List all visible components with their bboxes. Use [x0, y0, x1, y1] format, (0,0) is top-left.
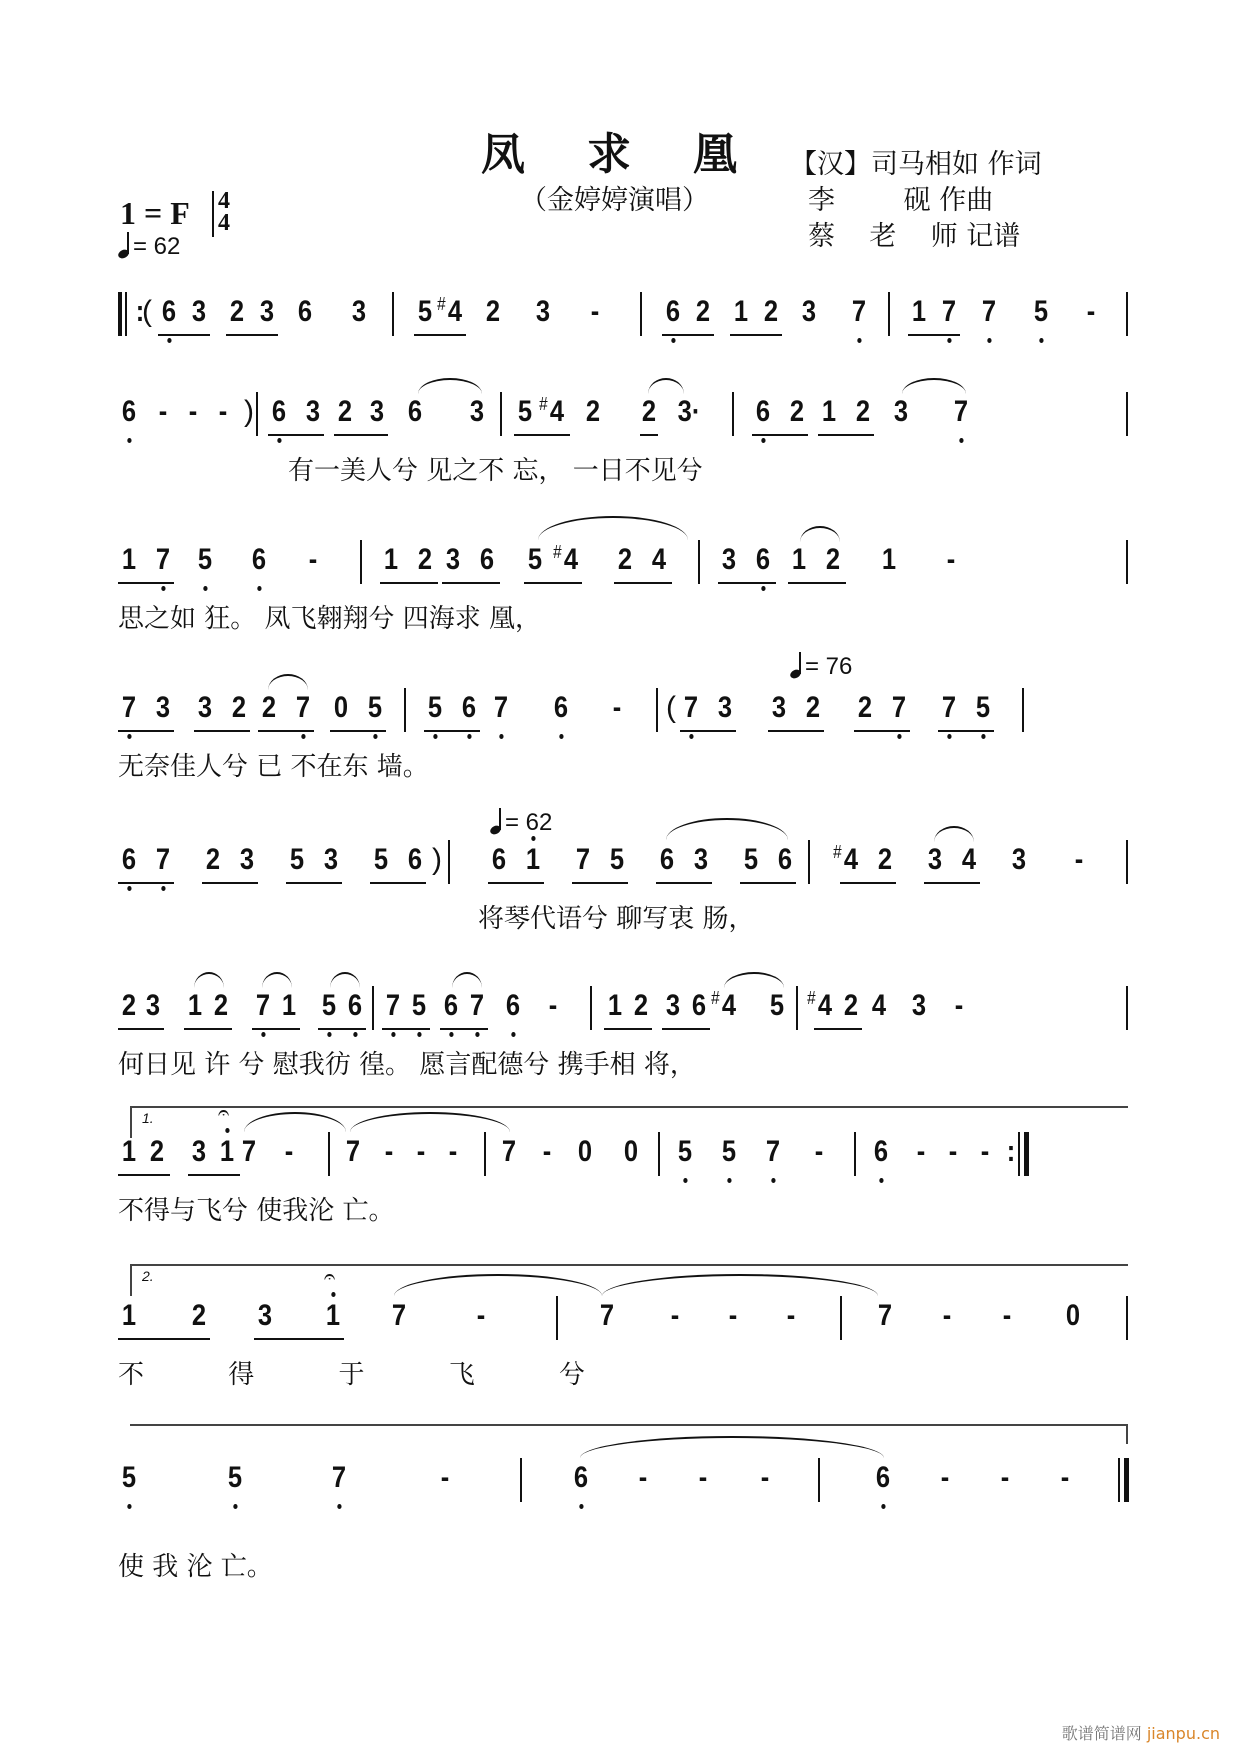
song-title: 凤求凰: [481, 129, 799, 180]
key-signature: 1 = F: [120, 195, 190, 231]
composer-credit: 李 砚 作曲: [808, 185, 994, 216]
transcriber-credit: 蔡 老 师 记谱: [808, 221, 1021, 252]
quarter-note-icon: [490, 808, 502, 834]
time-sig-top: 4: [218, 188, 230, 214]
repeat-start-barline: [118, 292, 122, 336]
barline: [125, 292, 127, 336]
time-signature: [212, 190, 236, 234]
watermark-en: jianpu.cn: [1146, 1724, 1220, 1743]
fermata-icon: 𝄐: [324, 1266, 336, 1288]
quarter-note-icon: [790, 652, 802, 678]
lyrics-line-7: 不得与飞兮 使我沦 亡。: [118, 1196, 395, 1226]
lyrics-line-9: [118, 1516, 273, 1606]
tempo-value: = 76: [805, 653, 853, 680]
lyrics-line-2: 有一美人兮 见之不 忘， 一日不见兮: [288, 456, 703, 486]
tempo-mark: [118, 232, 180, 261]
lyrics-line-5: 将琴代语兮 聊写衷 肠，: [478, 904, 755, 934]
lyrics-line-8: 不 得 于 飞 兮: [118, 1360, 624, 1390]
fermata-icon: 𝄐: [218, 1102, 230, 1124]
lyrics-text: 使 我 沦 亡。: [118, 1552, 273, 1582]
tempo-mark-62: [490, 808, 552, 837]
performer-credit: （金婷婷演唱）: [520, 185, 709, 216]
tempo-value: = 62: [133, 233, 181, 260]
volta-number: 2.: [142, 1268, 154, 1284]
time-sig-bottom: 4: [218, 210, 230, 236]
watermark: [1062, 1721, 1220, 1744]
volta-number: 1.: [142, 1110, 154, 1126]
time-sig-line: [212, 191, 214, 237]
tempo-mark-76: [790, 652, 852, 681]
tempo-value: = 62: [505, 809, 553, 836]
lyrics-line-3: 思之如 狂。 凤飞翱翔兮 四海求 凰，: [118, 604, 542, 634]
lyrics-line-6: 何日见 许 兮 慰我彷 徨。 愿言配德兮 携手相 将，: [118, 1050, 696, 1080]
watermark-cn: 歌谱简谱网: [1061, 1724, 1142, 1743]
lyrics-line-4: 无奈佳人兮 已 不在东 墙。: [118, 752, 429, 782]
quarter-note-icon: [118, 232, 130, 258]
lyricist-credit: 【汉】司马相如 作词: [790, 149, 1042, 180]
